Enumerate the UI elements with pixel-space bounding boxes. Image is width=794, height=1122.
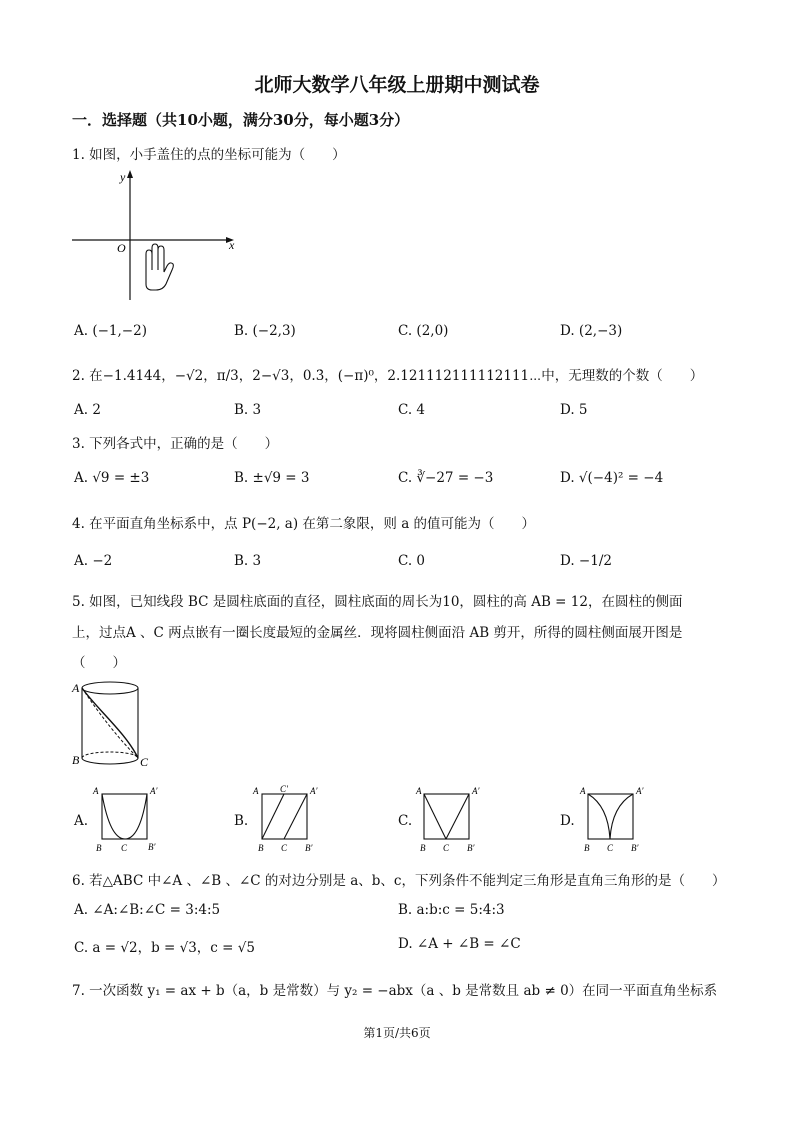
label-c-prime: C′ bbox=[280, 784, 288, 794]
label-b: B bbox=[584, 843, 590, 853]
y-axis-label: y bbox=[120, 170, 126, 184]
label-a: A bbox=[580, 786, 586, 796]
label-a: A bbox=[253, 786, 259, 796]
cylinder-label-b: B bbox=[72, 753, 80, 767]
q5-option-a-figure bbox=[90, 784, 170, 856]
cylinder-label-a: A bbox=[72, 681, 80, 695]
question-4-stem: 4. 在平面直角坐标系中，点 P(−2, a) 在第二象限，则 a 的值可能为（ ） bbox=[72, 516, 536, 532]
x-axis-label: x bbox=[229, 238, 235, 252]
q3-option-b: B. ±√9 = 3 bbox=[234, 470, 310, 486]
q1-option-b: B. (−2,3) bbox=[234, 323, 296, 339]
q5-option-b-letter: B. bbox=[234, 813, 249, 829]
question-5-stem-line2: 上，过点A 、C 两点嵌有一圈长度最短的金属丝．现将圆柱侧面沿 AB 剪开，所得的圆柱侧面展开图是 bbox=[72, 625, 683, 641]
question-1-stem: 1. 如图，小手盖住的点的坐标可能为（ ） bbox=[72, 147, 346, 163]
q4-option-c: C. 0 bbox=[398, 553, 426, 569]
q1-option-a: A. (−1,−2) bbox=[74, 323, 147, 339]
section-heading: 一．选择题（共10小题，满分30分，每小题3分） bbox=[72, 111, 410, 129]
label-a-prime: A′ bbox=[310, 786, 318, 796]
q5-option-c-letter: C. bbox=[398, 813, 413, 829]
page-footer: 第1页/共6页 bbox=[363, 1026, 431, 1040]
label-c: C bbox=[443, 843, 450, 853]
q5-option-d-letter: D. bbox=[560, 813, 575, 829]
label-a-prime: A′ bbox=[636, 786, 644, 796]
q6-option-c: C. a = √2，b = √3，c = √5 bbox=[74, 940, 255, 956]
q1-option-c: C. (2,0) bbox=[398, 323, 449, 339]
q2-option-d: D. 5 bbox=[560, 402, 588, 418]
label-b: B bbox=[258, 843, 264, 853]
q3-option-c: C. ∛−27 = −3 bbox=[398, 470, 494, 486]
label-c: C bbox=[281, 843, 288, 853]
origin-label: O bbox=[117, 241, 126, 255]
cylinder-figure bbox=[68, 678, 158, 770]
question-3-stem: 3. 下列各式中，正确的是（ ） bbox=[72, 436, 279, 452]
q5-option-c-figure bbox=[412, 784, 492, 856]
page-title: 北师大数学八年级上册期中测试卷 bbox=[254, 74, 540, 96]
q2-option-c: C. 4 bbox=[398, 402, 426, 418]
coordinate-axes-figure bbox=[68, 166, 248, 306]
question-6-stem: 6. 若△ABC 中∠A 、∠B 、∠C 的对边分别是 a、b、c，下列条件不能判定三角形是直角三角形的是（ ） bbox=[72, 873, 726, 889]
label-b-prime: B′ bbox=[467, 843, 475, 853]
q4-option-b: B. 3 bbox=[234, 553, 262, 569]
q2-option-b: B. 3 bbox=[234, 402, 262, 418]
label-b-prime: B′ bbox=[148, 842, 156, 852]
q6-option-d: D. ∠A + ∠B = ∠C bbox=[398, 936, 521, 952]
question-2-stem: 2. 在−1.4144，−√2，π/3，2−√3，0.3̇，(−π)⁰，2.121112111112111⋯中，无理数的个数（ ） bbox=[72, 368, 704, 384]
hand-icon bbox=[146, 244, 173, 290]
label-b-prime: B′ bbox=[305, 843, 313, 853]
label-c: C bbox=[607, 843, 614, 853]
q2-option-a: A. 2 bbox=[74, 402, 101, 418]
q3-option-a: A. √9 = ±3 bbox=[74, 470, 150, 486]
label-a-prime: A′ bbox=[472, 786, 480, 796]
q4-option-d: D. −1/2 bbox=[560, 553, 612, 569]
label-a: A bbox=[416, 786, 422, 796]
q4-option-a: A. −2 bbox=[74, 553, 113, 569]
label-a-prime: A′ bbox=[150, 786, 158, 796]
question-5-stem-line1: 5. 如图，已知线段 BC 是圆柱底面的直径，圆柱底面的周长为10，圆柱的高 AB = 12，在圆柱的侧面 bbox=[72, 594, 683, 610]
label-c: C bbox=[121, 843, 128, 853]
q5-option-d-figure bbox=[576, 784, 656, 856]
label-b-prime: B′ bbox=[631, 843, 639, 853]
question-7-stem: 7. 一次函数 y₁ = ax + b（a，b 是常数）与 y₂ = −abx（a 、b 是常数且 ab ≠ 0）在同一平面直角坐标系 bbox=[72, 983, 718, 999]
q1-option-d: D. (2,−3) bbox=[560, 323, 623, 339]
label-b: B bbox=[96, 843, 102, 853]
cylinder-label-c: C bbox=[140, 755, 149, 769]
q5-option-a-letter: A. bbox=[74, 813, 89, 829]
q6-option-b: B. a:b:c = 5:4:3 bbox=[398, 902, 505, 918]
label-b: B bbox=[420, 843, 426, 853]
q6-option-a: A. ∠A:∠B:∠C = 3:4:5 bbox=[74, 902, 221, 918]
question-5-stem-line3: （ ） bbox=[72, 655, 126, 671]
label-a: A bbox=[93, 786, 99, 796]
q3-option-d: D. √(−4)² = −4 bbox=[560, 470, 664, 486]
q5-option-b-figure bbox=[250, 784, 330, 856]
